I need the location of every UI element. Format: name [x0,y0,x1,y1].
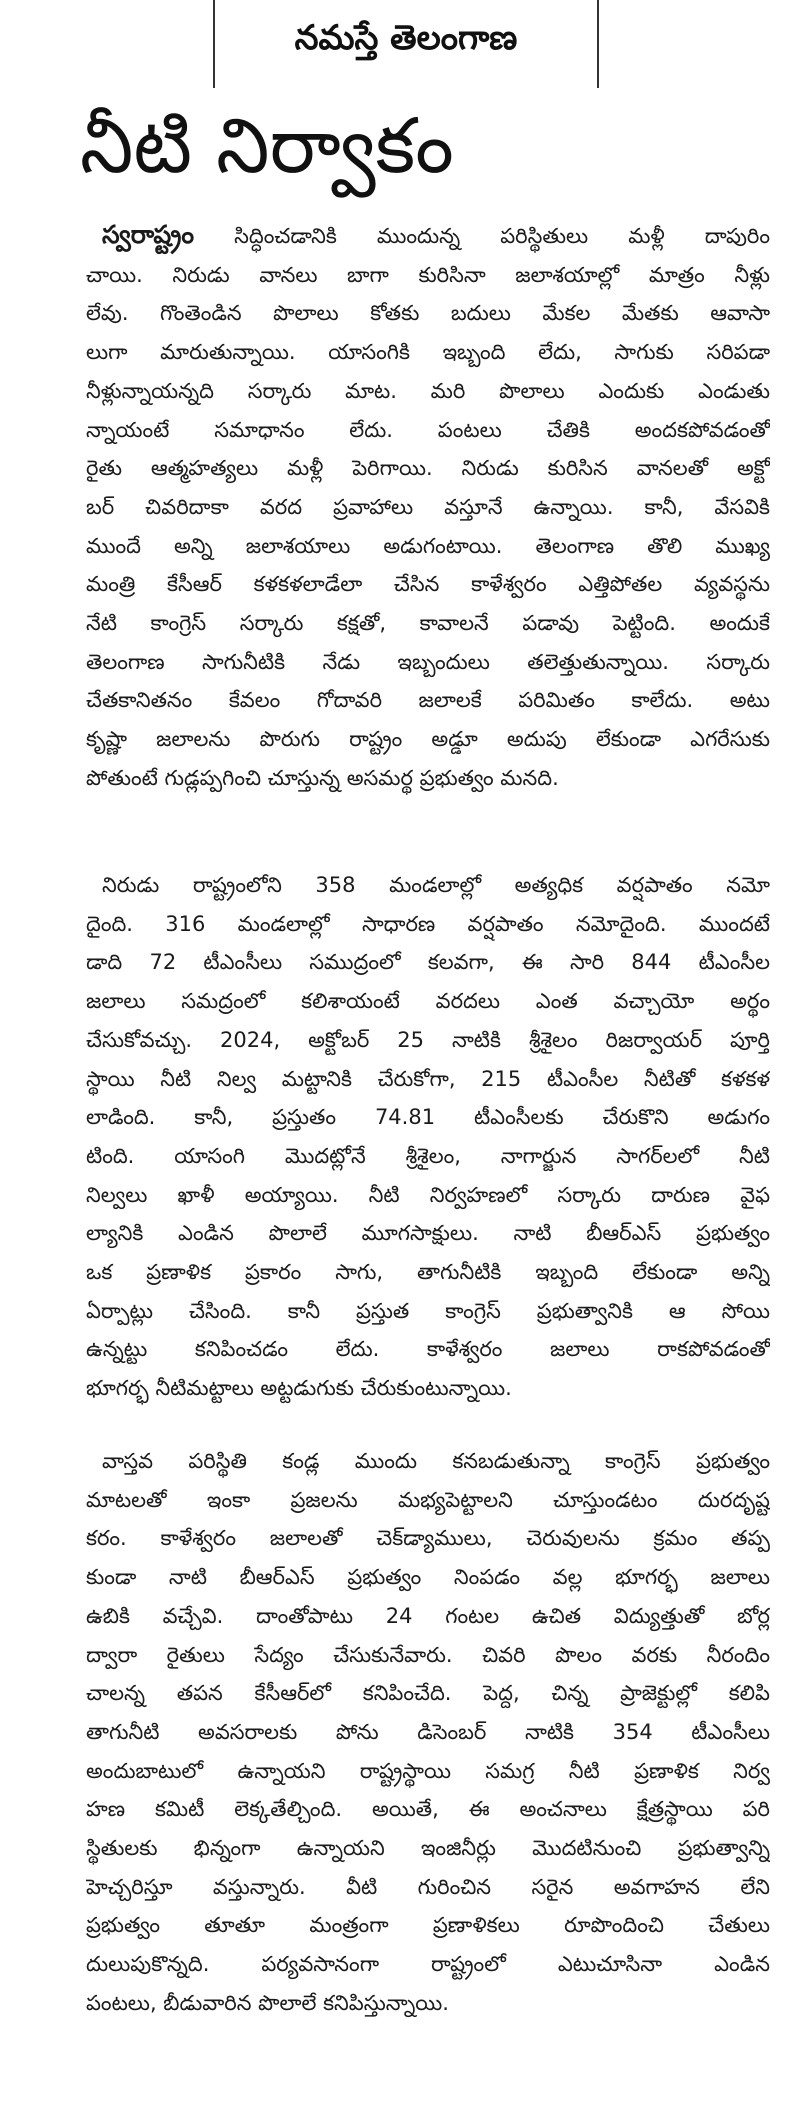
text-line: నీళ్లున్నాయన్నది సర్కారు మాట. మరి పొలాలు ఎందుకు ఎండుతు [86,378,770,403]
text-line: ఏర్పాట్లు చేసింది. కానీ ప్రస్తుత కాంగ్రెస్ ప్రభుత్వానికి ఆ సోయి [86,1298,770,1323]
text-line: లాడింది. కానీ, ప్రస్తుతం 74.81 టీఎంసీలకు చేరుకొని అడుగం [86,1105,770,1130]
text-line: నిల్వలు ఖాళీ అయ్యాయి. నీటి నిర్వహణలో సర్కారు దారుణ వైఫ [86,1182,770,1207]
text-line: ల్యానికి ఎండిన పొలాలే మూగసాక్షులు. నాటి బీఆర్ఎస్ ప్రభుత్వం [86,1221,770,1246]
paragraph-1 [86,216,770,798]
text-line: మాటలతో ఇంకా ప్రజలను మభ్యపెట్టాలని చూస్తుండటం దురదృష్ట [86,1487,770,1512]
text-line: చేతకానితనం కేవలం గోదావరి జలాలకే పరిమితం కాలేదు. అటు [86,688,770,713]
paragraph-2 [86,866,770,1408]
text-line: చాలన్న తపన కేసీఆర్‌లో కనిపించేది. పెద్ద, చిన్న ప్రాజెక్టుల్లో కలిపి [86,1681,770,1706]
text-line: ప్రభుత్వం తూతూ మంత్రంగా ప్రణాళికలు రూపొందించి చేతులు [86,1913,770,1938]
paragraph-3 [86,1442,770,2023]
text-line: రైతు ఆత్మహత్యలు మళ్లీ పెరిగాయి. నిరుడు కురిసిన వానలతో అక్టో [86,456,770,481]
text-line: స్థాయి నీటి నిల్వ మట్టానికి చేరుకోగా, 215 టీఎంసీల నీటితో కళకళ [86,1066,770,1091]
text-line: ఉన్నట్టు కనిపించడం లేదు. కాళేశ్వరం జలాలు రాకపోవడంతో [86,1337,770,1362]
text-line: బర్ చివరిదాకా వరద ప్రవాహాలు వస్తూనే ఉన్నాయి. కానీ, వేసవికి [86,494,770,519]
text-line: నిరుడు రాష్ట్రంలోని 358 మండలాల్లో అత్యధిక వర్షపాతం నమో [102,873,770,897]
text-line: టింది. యాసంగి మొదట్లోనే శ్రీశైలం, నాగార్జున సాగర్‌లలో నీటి [86,1143,770,1168]
lead-word: స్వరాష్ట్రం [102,220,195,249]
text-line: చేసుకోవచ్చు. 2024, అక్టోబర్ 25 నాటికి శ్రీశైలం రిజర్వాయర్ పూర్తి [86,1027,770,1052]
text-line: మంత్రి కేసీఆర్ కళకళలాడేలా చేసిన కాళేశ్వరం ఎత్తిపోతల వ్యవస్థను [86,572,770,597]
newspaper-name: నమస్తే తెలంగాణ [294,18,518,58]
text-line: నేటి కాంగ్రెస్ సర్కారు కక్షతో, కావాలనే పడావు పెట్టింది. అందుకే [86,611,770,636]
text-line: ఒక ప్రణాళిక ప్రకారం సాగు, తాగునీటికి ఇబ్బంది లేకుండా అన్ని [86,1260,770,1285]
text-line: హణ కమిటీ లెక్కతేల్చింది. అయితే, ఈ అంచనాలు క్షేత్రస్థాయి పరి [86,1797,770,1822]
text-line: ఉబికి వచ్చేవి. దాంతోపాటు 24 గంటల ఉచిత విద్యుత్తుతో బోర్ల [86,1603,770,1628]
text-line: హెచ్చరిస్తూ వస్తున్నారు. వీటి గురించిన సరైన అవగాహన లేని [86,1874,770,1899]
text-line: ముందే అన్ని జలాశయాలు అడుగంటాయి. తెలంగాణ తొలి ముఖ్య [86,533,770,558]
text-line: కుండా నాటి బీఆర్ఎస్ ప్రభుత్వం నింపడం వల్ల భూగర్భ జలాలు [86,1565,770,1590]
text-line: పంటలు, బీడువారిన పొలాలే కనిపిస్తున్నాయి. [86,1990,449,2015]
text-line: తెలంగాణ సాగునీటికి నేడు ఇబ్బందులు తలెత్తుతున్నాయి. సర్కారు [86,649,770,674]
masthead [213,0,599,88]
text-line: డాది 72 టీఎంసీలు సముద్రంలో కలవగా, ఈ సారి 844 టీఎంసీల [86,950,770,975]
text-line: దైంది. 316 మండలాల్లో సాధారణ వర్షపాతం నమోదైంది. ముందటే [86,911,770,936]
text-line: లుగా మారుతున్నాయి. యాసంగికి ఇబ్బంది లేదు, సాగుకు సరిపడా [86,340,770,365]
text-line: న్నాయంటే సమాధానం లేదు. పంటలు చేతికి అందకపోవడంతో [86,417,770,442]
text-line: వాస్తవ పరిస్థితి కండ్ల ముందు కనబడుతున్నా కాంగ్రెస్ ప్రభుత్వం [102,1449,770,1473]
editorial-headline: నీటి నిర్వాకం [80,101,454,190]
text-line: దులుపుకొన్నది. పర్యవసానంగా రాష్ట్రంలో ఎటుచూసినా ఎండిన [86,1952,770,1977]
text-line: పోతుంటే గుడ్లప్పగించి చూస్తున్న అసమర్థ ప్రభుత్వం మనది. [86,765,559,790]
text-line: లేవు. గొంతెండిన పొలాలు కోతకు బదులు మేకల మేతకు ఆవాసా [86,301,770,326]
text-line: భూగర్భ నీటిమట్టాలు అట్టడుగుకు చేరుకుంటున్నాయి. [86,1376,512,1401]
text-line: చాయి. నిరుడు వానలు బాగా కురిసినా జలాశయాల్లో మాత్రం నీళ్లు [86,262,770,287]
text-line: తాగునీటి అవసరాలకు పోను డిసెంబర్ నాటికి 354 టీఎంసీలు [86,1719,770,1744]
text-line: ద్వారా రైతులు సేద్యం చేసుకునేవారు. చివరి పొలం వరకు నీరందిం [86,1642,770,1667]
text-line: జలాలు సమద్రంలో కలిశాయంటే వరదలు ఎంత వచ్చాయో అర్థం [86,989,770,1014]
text-line: స్వరాష్ట్రం సిద్ధించడానికి ముందున్న పరిస్థితులు మళ్లీ దాపురిం [102,220,770,249]
text-line: స్థితులకు భిన్నంగా ఉన్నాయని ఇంజినీర్లు మొదటినుంచి ప్రభుత్వాన్ని [86,1836,770,1861]
text-line: కరం. కాళేశ్వరం జలాలతో చెక్‌డ్యాములు, చెరువులను క్రమం తప్ప [86,1526,770,1551]
text-line: అందుబాటులో ఉన్నాయని రాష్ట్రస్థాయి సమగ్ర నీటి ప్రణాళిక నిర్వ [86,1758,770,1783]
text-line: కృష్ణా జలాలను పొరుగు రాష్ట్రం అడ్డూ అదుపు లేకుండా ఎగరేసుకు [86,727,770,752]
